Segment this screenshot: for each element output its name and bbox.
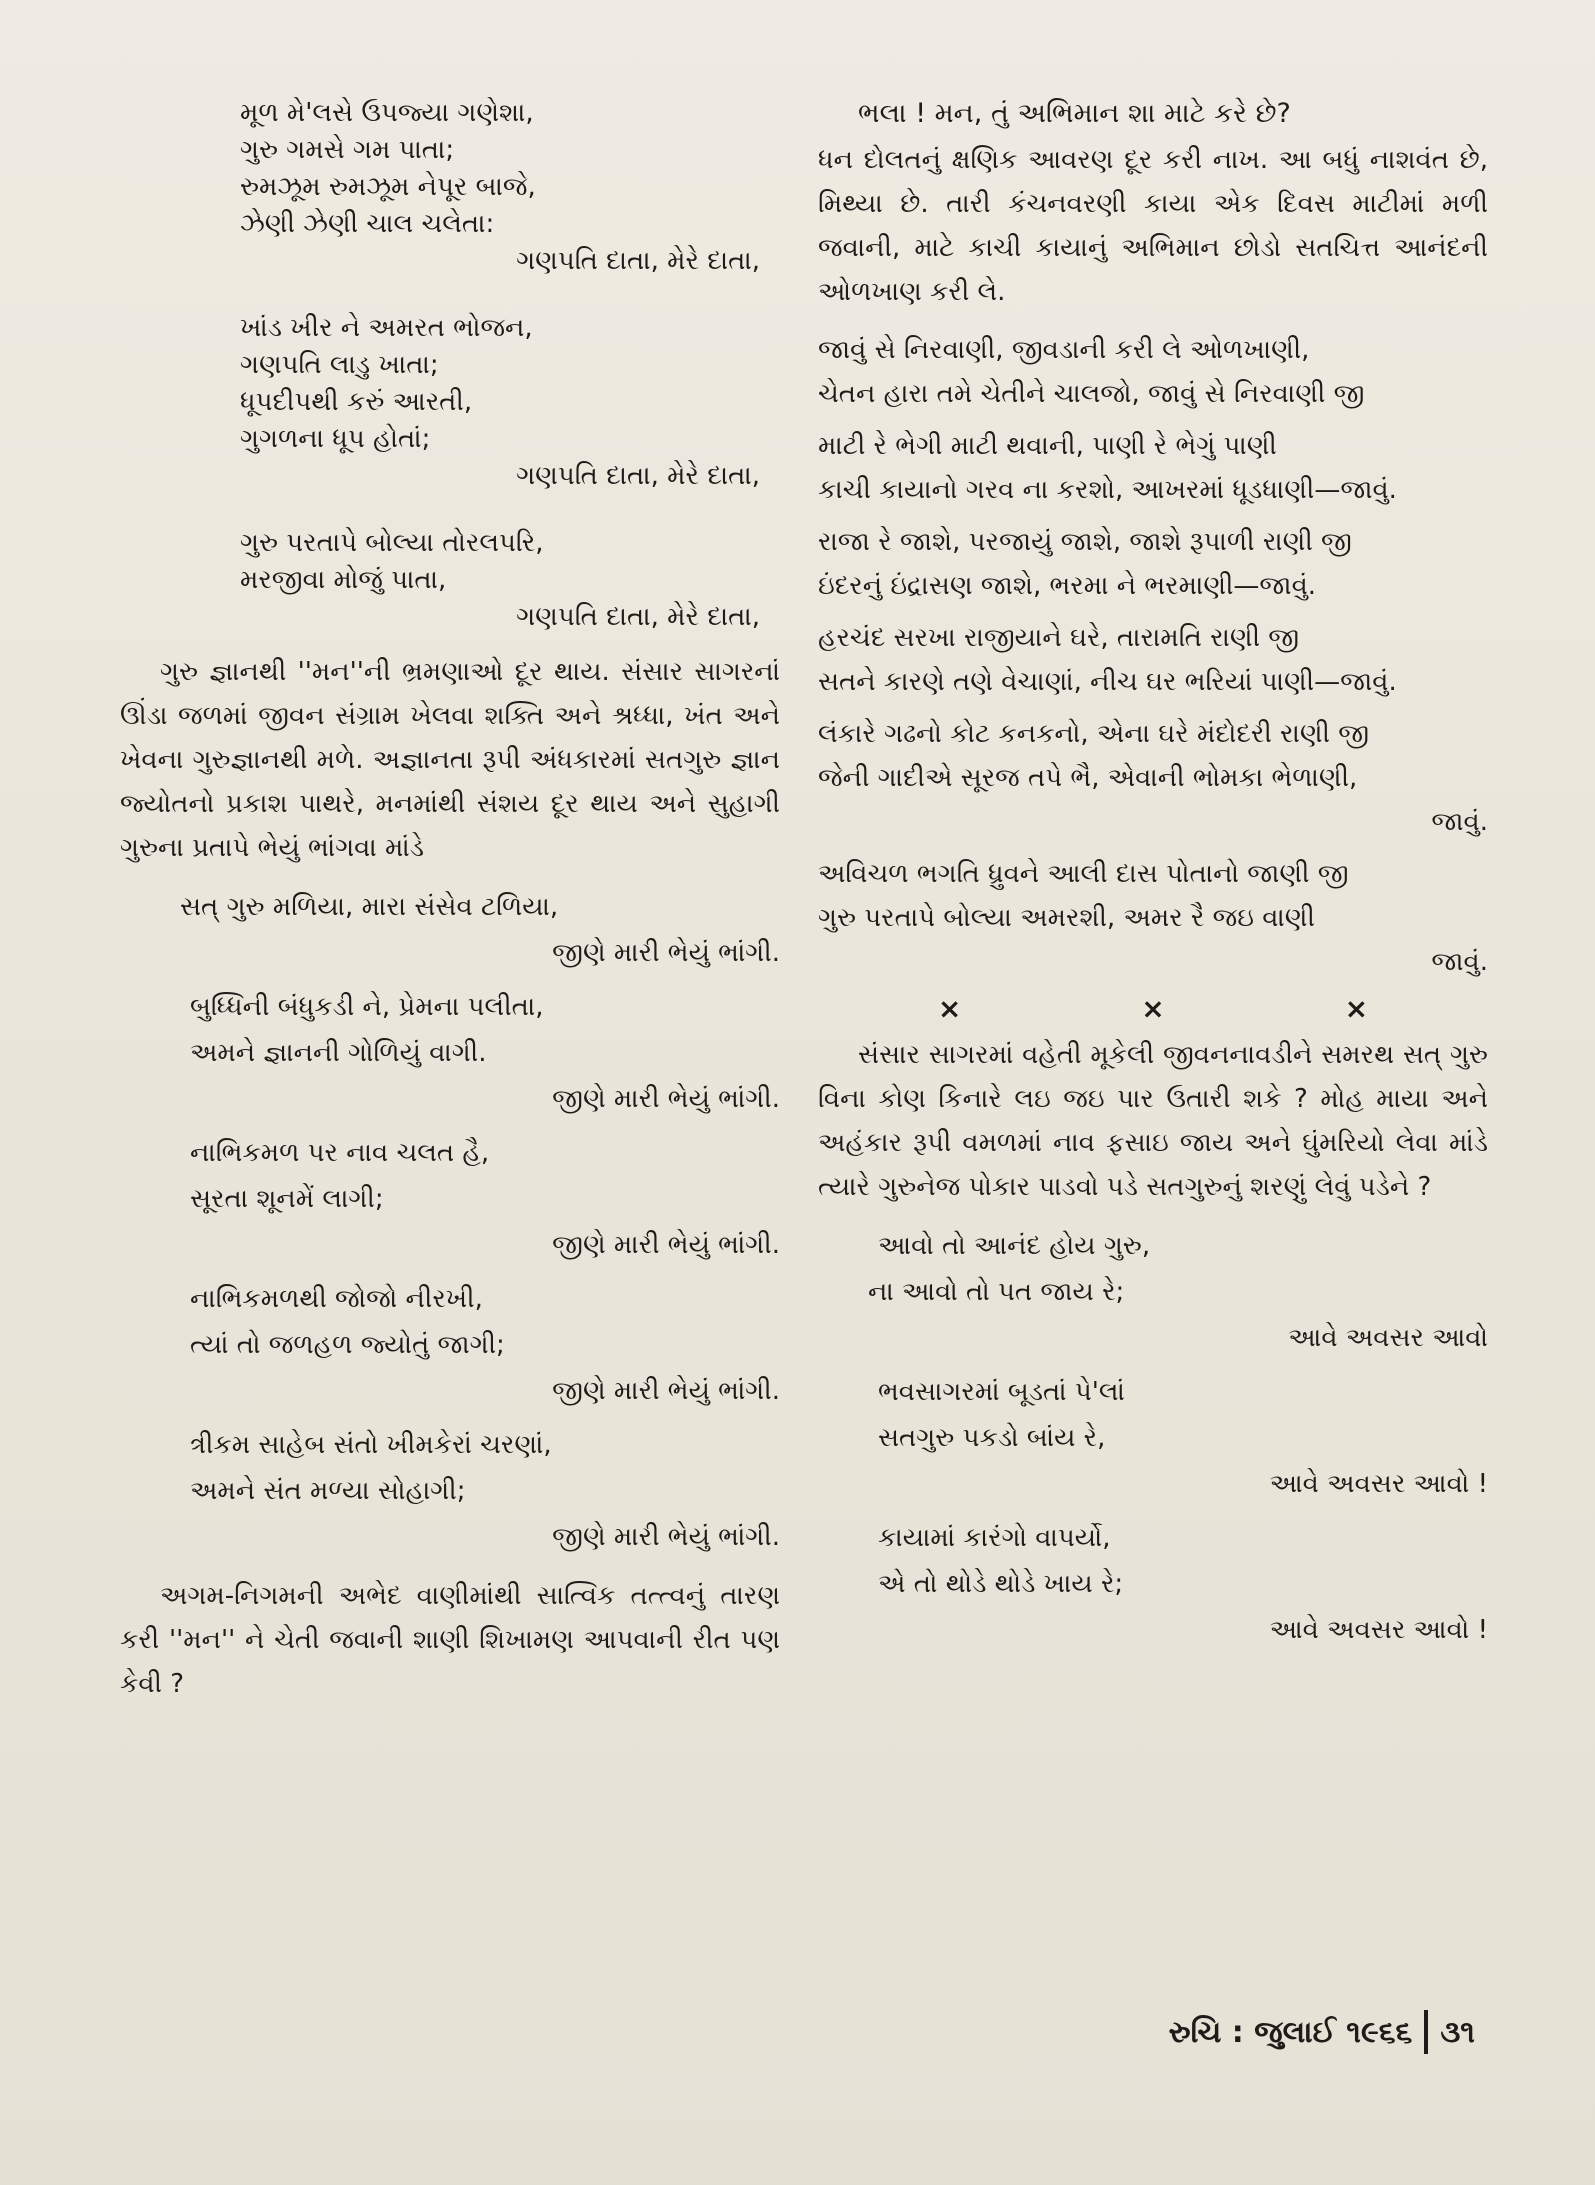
bhajan-line: માટી રે ભેગી માટી થવાની, પાણી રે ભેગું પાણી bbox=[818, 431, 1277, 461]
verse-line: ગુરુ પરતાપે બોલ્યા તોરલપરિ, bbox=[240, 528, 544, 558]
verse-line: મૂળ મે'લસે ઉપજ્યા ગણેશા, bbox=[240, 98, 534, 128]
song-line: નાભિકમળ પર નાવ ચલત હૈ, bbox=[190, 1138, 490, 1168]
song-line: ભવસાગરમાં બૂડતાં પે'લાં bbox=[878, 1377, 1125, 1407]
song-refrain: જીણે મારી ભેયું ભાંગી. bbox=[552, 938, 780, 968]
verse-line: ઝેણી ઝેણી ચાલ ચલેતા: bbox=[240, 209, 495, 239]
song-avsar-stanza-3 bbox=[818, 1515, 1488, 1653]
song-avsar-stanza-1 bbox=[818, 1223, 1488, 1361]
page-number: ૩૧ bbox=[1440, 2014, 1475, 2050]
song-line: સૂરતા શૂનમેં લાગી; bbox=[190, 1184, 384, 1214]
bhajan-stanza-4 bbox=[818, 616, 1488, 704]
refrain-line: ગણપતિ દાતા, મેરે દાતા, bbox=[516, 602, 760, 632]
magazine-issue: રુચિ : જુલાઈ ૧૯૬૬ bbox=[1168, 2014, 1413, 2050]
song-line: સત્ ગુરુ મળિયા, મારા સંસેવ ટળિયા, bbox=[180, 892, 559, 922]
bhajan-stanza-2 bbox=[818, 424, 1488, 512]
song-line: કાયામાં કારંગો વાપર્યો, bbox=[878, 1523, 1111, 1553]
song-line: બુધ્ધિની બંધુકડી ને, પ્રેમના પલીતા, bbox=[190, 992, 544, 1022]
separator-mark: × bbox=[1344, 992, 1369, 1025]
bhajan-stanza-5 bbox=[818, 712, 1488, 844]
bhajan-stanza-3 bbox=[818, 520, 1488, 608]
bhajan-line: કાચી કાયાનો ગરવ ના કરશો, આખરમાં ધૂડધાણી—જાવું. bbox=[818, 475, 1397, 505]
song-bheyu-stanza-5 bbox=[120, 1422, 780, 1560]
song-refrain: જીણે મારી ભેયું ભાંગી. bbox=[552, 1376, 780, 1406]
bhajan-stanza-1 bbox=[818, 328, 1488, 416]
song-line: સતગુરુ પકડો બાંય રે, bbox=[878, 1423, 1106, 1453]
song-line: ત્રીકમ સાહેબ સંતો ખીમકેરાં ચરણાં, bbox=[190, 1430, 552, 1460]
verse-line: ખાંડ ખીર ને અમરત ભોજન, bbox=[240, 313, 533, 343]
bhajan-line: સતને કારણે તણે વેચાણાં, નીચ ઘર ભરિયાં પાણી—જાવું. bbox=[818, 667, 1397, 697]
right-column bbox=[818, 95, 1488, 1661]
song-refrain: આવે અવસર આવો ! bbox=[1269, 1615, 1488, 1645]
section-heading: ભલા ! મન, તું અભિમાન શા માટે કરે છે? bbox=[858, 98, 1291, 129]
prose-paragraph: અગમ-નિગમની અભેદ વાણીમાંથી સાત્વિક તત્ત્વનું તારણ કરી ''મન'' ને ચેતી જવાની શાણી શિખામણ આપવાની રીત પણ કેવી ? bbox=[120, 1581, 780, 1699]
verse-ganesh-1 bbox=[120, 95, 780, 280]
verse-line: ગુગળના ધૂપ હોતાં; bbox=[240, 424, 431, 454]
bhajan-stanza-6 bbox=[818, 852, 1488, 984]
refrain-line: ગણપતિ દાતા, મેરે દાતા, bbox=[516, 246, 760, 276]
left-column bbox=[120, 95, 780, 1720]
song-line: આવો તો આનંદ હોય ગુરુ, bbox=[878, 1231, 1151, 1261]
verse-ganesh-3 bbox=[120, 525, 780, 636]
prose-paragraph: ગુરુ જ્ઞાનથી ''મન''ની ભ્રમણાઓ દૂર થાય. સંસાર સાગરનાં ઊંડા જળમાં જીવન સંગ્રામ ખેલવા શક્તિ અને શ્રધ્ધા, ખંત અને ખેવના ગુરુજ્ઞાનથી મળે. અજ્ઞાનતા રૂપી અંધકારમાં સતગુરુ જ્ઞાન જ્યોતનો પ્રકાશ પાથરે, મનમાંથી સંશય દૂર થાય અને સુહાગી ગુરુના પ્રતાપે ભેયું ભાંગવા માંડે bbox=[120, 657, 780, 863]
bhajan-line: ઇંદરનું ઇંદ્રાસણ જાશે, ભરમા ને ભરમાણી—જાવું. bbox=[818, 571, 1317, 601]
song-avsar-stanza-2 bbox=[818, 1369, 1488, 1507]
song-refrain: જીણે મારી ભેયું ભાંગી. bbox=[552, 1230, 780, 1260]
song-bheyu-stanza-2 bbox=[120, 984, 780, 1122]
page-footer bbox=[1169, 2010, 1475, 2054]
prose-paragraph: સંસાર સાગરમાં વહેતી મૂકેલી જીવનનાવડીને સમરથ સત્ ગુરુ વિના કોણ કિનારે લઇ જઇ પાર ઉતારી શકે ? મોહ માયા અને અહંકાર રૂપી વમળમાં નાવ ફસાઇ જાય અને ઘુંમરિયો લેવા માંડે ત્યારે ગુરુનેજ પોકાર પાડવો પડે સતગુરુનું શરણું લેવું પડેને ? bbox=[818, 1040, 1488, 1202]
verse-line: રુમઝૂમ રુમઝૂમ નેપૂર બાજે, bbox=[240, 172, 536, 202]
bhajan-line-end: જાવું. bbox=[1431, 807, 1488, 837]
song-line: ના આવો તો પત જાય રે; bbox=[868, 1277, 1125, 1307]
song-line: નાભિકમળથી જોજો નીરખી, bbox=[190, 1284, 483, 1314]
bhajan-line: લંકારે ગઢનો કોટ કનકનો, એના ઘરે મંદોદરી રાણી જી bbox=[818, 719, 1370, 749]
bhajan-line: જેની ગાદીએ સૂરજ તપે ભૈ, એવાની ભોમકા ભેળાણી, bbox=[818, 763, 1358, 793]
song-line: અમને જ્ઞાનની ગોળિયું વાગી. bbox=[190, 1038, 487, 1068]
song-bheyu-stanza-1 bbox=[120, 884, 780, 976]
footer-divider bbox=[1424, 2010, 1428, 2054]
song-line: ત્યાં તો જળહળ જ્યોતું જાગી; bbox=[190, 1330, 505, 1360]
section-separator bbox=[818, 992, 1488, 1025]
song-line: એ તો થોડે થોડે ખાય રે; bbox=[878, 1569, 1124, 1599]
verse-line: ગણપતિ લાડુ ખાતા; bbox=[240, 350, 439, 380]
separator-mark: × bbox=[1141, 992, 1165, 1025]
song-refrain: આવે અવસર આવો ! bbox=[1269, 1469, 1488, 1499]
verse-line: ગુરુ ગમસે ગમ પાતા; bbox=[240, 135, 455, 165]
bhajan-line: જાવું સે નિરવાણી, જીવડાની કરી લે ઓળખાણી, bbox=[818, 335, 1310, 365]
separator-mark: × bbox=[937, 992, 962, 1025]
song-refrain: જીણે મારી ભેયું ભાંગી. bbox=[552, 1522, 780, 1552]
verse-line: ધૂપદીપથી કરું આરતી, bbox=[240, 387, 473, 417]
prose-paragraph: ધન દોલતનું ક્ષણિક આવરણ દૂર કરી નાખ. આ બધું નાશવંત છે, મિથ્યા છે. તારી કંચનવરણી કાયા એક દિવસ માટીમાં મળી જવાની, માટે કાચી કાયાનું અભિમાન છોડો સતચિત્ત આનંદની ઓળખાણ કરી લે. bbox=[818, 145, 1488, 307]
bhajan-line: રાજા રે જાશે, પરજાયું જાશે, જાશે રૂપાળી રાણી જી bbox=[818, 527, 1352, 557]
verse-line: મરજીવા મોજું પાતા, bbox=[240, 565, 447, 595]
bhajan-line: અવિચળ ભગતિ ધ્રુવને આલી દાસ પોતાનો જાણી જી bbox=[818, 859, 1349, 889]
bhajan-line: ચેતન હારા તમે ચેતીને ચાલજો, જાવું સે નિરવાણી જી bbox=[818, 379, 1365, 409]
song-refrain: જીણે મારી ભેયું ભાંગી. bbox=[552, 1084, 780, 1114]
verse-ganesh-2 bbox=[120, 310, 780, 495]
bhajan-line-end: જાવું. bbox=[1431, 947, 1488, 977]
refrain-line: ગણપતિ દાતા, મેરે દાતા, bbox=[516, 461, 760, 491]
song-line: અમને સંત મળ્યા સોહાગી; bbox=[190, 1476, 466, 1506]
bhajan-line: હરચંદ સરખા રાજીયાને ઘરે, તારામતિ રાણી જી bbox=[818, 623, 1300, 653]
song-refrain: આવે અવસર આવો bbox=[1288, 1323, 1488, 1353]
bhajan-line: ગુરુ પરતાપે બોલ્યા અમરશી, અમર રૈ જઇ વાણી bbox=[818, 903, 1315, 933]
song-bheyu-stanza-3 bbox=[120, 1130, 780, 1268]
song-bheyu-stanza-4 bbox=[120, 1276, 780, 1414]
